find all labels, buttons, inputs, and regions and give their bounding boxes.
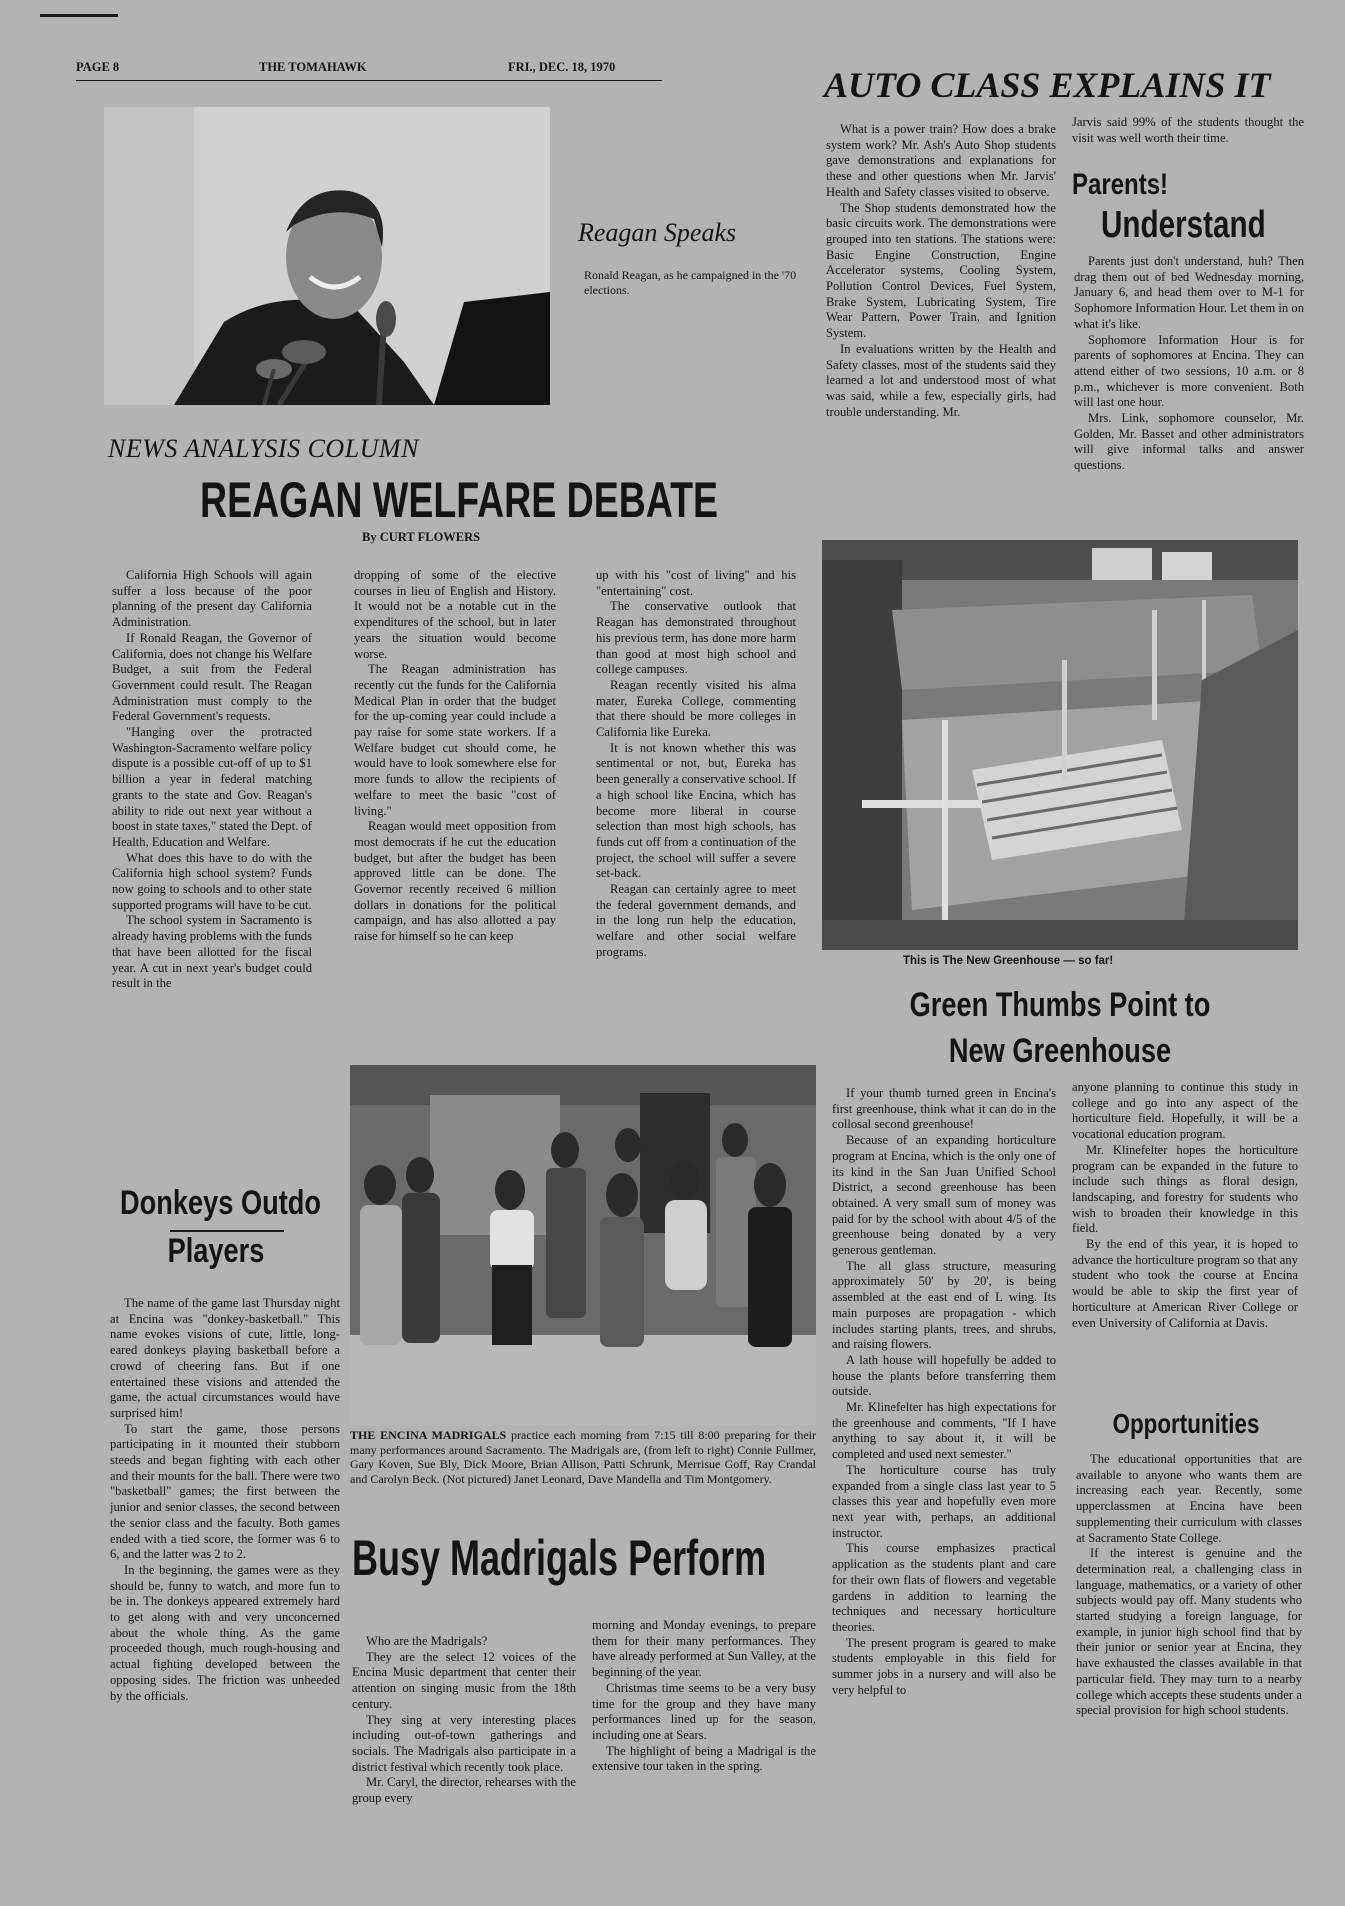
paragraph: To start the game, those persons participating in it mounted their stubborn steeds and began fighting with each other and their mounts for the ball. There were two "basketball" games; the first between the junior and senior classes, the second between the senior class and the faculty. Both games ended with a tied score, the former was 6 to 6, and the latter was 2 to 2. bbox=[110, 1421, 340, 1562]
greenhouse-headline-1: Green Thumbs Point to bbox=[909, 986, 1211, 1024]
paragraph: The conservative outlook that Reagan has demonstrated throughout his previous term, has done more harm than good at most high school and college campuses. bbox=[596, 599, 796, 677]
welfare-col-3 bbox=[596, 568, 796, 961]
paragraph: The Reagan administration has recently cut the funds for the California Medical Plan in order that the budget for the up-coming year could include a pay raise for some state workers. If a Welfare budget cut should come, he would have to look somewhere else for more funds to allow the recipients of welfare to meet the basic "cost of living." bbox=[354, 662, 556, 818]
paragraph: The present program is geared to make students employable in this field for summer jobs in a nursery and will also be very helpful to bbox=[832, 1635, 1056, 1697]
parents-headline-2: Understand bbox=[1101, 204, 1266, 246]
paragraph: Mr. Klinefelter hopes the horticulture program can be expanded in the future to include such things as floral design, landscaping, and forestry for students who wish to broaden their knowledge in this field. bbox=[1072, 1142, 1298, 1236]
welfare-col-2 bbox=[354, 568, 556, 945]
madrigals-col-2 bbox=[592, 1618, 816, 1775]
paragraph: Mr. Caryl, the director, rehearses with the group every bbox=[352, 1775, 576, 1806]
parents-body bbox=[1074, 254, 1304, 474]
paragraph: The horticulture course has truly expanded from a single class last year to 5 classes this year and hopefully even more next year with, perhaps, an additional instructor. bbox=[832, 1462, 1056, 1540]
reagan-photo-heading: Reagan Speaks bbox=[578, 218, 737, 247]
paragraph: Because of an expanding horticulture program at Encina, which is the only one of its kind in the San Juan Unified School District, a second greenhouse has been obtained. A very small sum of money was paid for by the school with about 4/5 of the greenhouse being donated by a very generous gentleman. bbox=[832, 1133, 1056, 1258]
paragraph: A lath house will hopefully be added to house the plants before transferring them outside. bbox=[832, 1352, 1056, 1399]
masthead bbox=[76, 58, 662, 81]
paragraph: If the interest is genuine and the determination real, a challenging class in language, mathematics, or a variety of other subjects would pay off. Many students who started studying a foreign language, for example, in junior high school find that by their junior or senior year at Encina, they have exhausted the classes available in that particular field. They may turn to a nearby college which accepts these students under a special provision for high school students. bbox=[1076, 1546, 1302, 1718]
paragraph: Mrs. Link, sophomore counselor, Mr. Golden, Mr. Basset and other administrators will give informal talks and answer questions. bbox=[1074, 411, 1304, 473]
greenhouse-headline-2: New Greenhouse bbox=[948, 1032, 1172, 1070]
paragraph: If your thumb turned green in Encina's first greenhouse, think what it can do in the collosal second greenhouse! bbox=[832, 1086, 1056, 1132]
paragraph: dropping of some of the elective courses in lieu of English and History. It would not be a notable cut in the expenditures of the school, but in later years the situation would become worse. bbox=[354, 568, 556, 661]
paragraph: Sophomore Information Hour is for parents of sophomores at Encina. They can attend either of two sessions, 10 a.m. or 8 p.m., whichever is more convenient. Both will last one hour. bbox=[1074, 332, 1304, 410]
auto-col-1 bbox=[826, 122, 1056, 420]
issue-date: FRI., DEC. 18, 1970 bbox=[508, 60, 616, 74]
paragraph: Reagan would meet opposition from most democrats if he cut the education budget, but after the budget has been approved little can be done. The Governor recently received 6 million dollars in donations for the political campaign, and has also allotted a pay raise for himself so he can keep bbox=[354, 819, 556, 944]
paragraph: The Shop students demonstrated how the basic circuits work. The demonstrations were grouped into ten stations. The stations were: Basic Engine Construction, Engine Accelerator systems, Cooling System, Pollution Control Devices, Fuel System, Brake System, Lubricating System, Tire Wear Pattern, Power Train, and Ignition System. bbox=[826, 200, 1056, 341]
paragraph: By the end of this year, it is hoped to advance the horticulture program so that any student who took the course at Encina would be able to skip the first year of horticulture at American River College or even University of California at Davis. bbox=[1072, 1237, 1298, 1330]
news-analysis-kicker: NEWS ANALYSIS COLUMN bbox=[108, 434, 419, 463]
corner-rule bbox=[40, 14, 118, 17]
welfare-headline: REAGAN WELFARE DEBATE bbox=[200, 472, 719, 528]
paragraph: The school system in Sacramento is already having problems with the funds that have been allotted for the fiscal year. A cut in next year's budget could result in the bbox=[112, 913, 312, 991]
paragraph: Mr. Klinefelter has high expectations for the greenhouse and comments, "If I have anything to say about it, it will be completed and used next semester." bbox=[832, 1400, 1056, 1462]
greenhouse-col-1 bbox=[832, 1086, 1056, 1698]
donkeys-headline-2: Players bbox=[167, 1232, 265, 1270]
paragraph: The name of the game last Thursday night at Encina was "donkey-basketball." This name evokes visions of cute, little, long-eared donkeys playing basketball before a crowd of cheering fans. But if one entertained these visions and attended the game, the actual circumstances would have surprised him! bbox=[110, 1296, 340, 1420]
paragraph: Reagan recently visited his alma mater, Eureka College, commenting that there should be more colleges in California like Eureka. bbox=[596, 677, 796, 740]
paragraph: Reagan can certainly agree to meet the federal government demands, and in the long run help the education, welfare and other social welfare programs. bbox=[596, 882, 796, 959]
paragraph: up with his "cost of living" and his "entertaining" cost. bbox=[596, 568, 796, 598]
reagan-photo bbox=[104, 107, 550, 405]
madrigals-caption-lead: THE ENCINA MADRIGALS bbox=[350, 1428, 507, 1442]
welfare-col-1 bbox=[112, 568, 312, 992]
parents-headline-1: Parents! bbox=[1072, 168, 1169, 201]
paragraph: It is not known whether this was sentimental or not, but, Eureka has been generally a conservative school. If a high school like Encina, which has become more liberal in course selection than most high schools, has funds cut off from a continuation of the project, the school will suffer a severe set-back. bbox=[596, 740, 797, 881]
madrigals-col-1 bbox=[352, 1634, 576, 1807]
paragraph: Christmas time seems to be a very busy time for the group and they have many performances lined up for the season, including one at Sears. bbox=[592, 1680, 816, 1742]
paragraph: "Hanging over the protracted Washington-Sacramento welfare policy dispute is a possible cut-off of up to $1 billion a year in federal matching grants to the state and Gov. Reagan's ability to ride out next year without a boost in state taxes," stated the Dept. of Health, Education and Welfare. bbox=[112, 725, 312, 849]
paragraph: The educational opportunities that are available to anyone who wants them are increasing each year. Recently, some upperclassmen at Encina have been supplementing their curriculum with classes at Sacramento State College. bbox=[1076, 1452, 1302, 1545]
paragraph: Jarvis said 99% of the students thought the visit was well worth their time. bbox=[1072, 115, 1304, 145]
opportunities-headline: Opportunities bbox=[1112, 1408, 1260, 1439]
greenhouse-photo-caption: This is The New Greenhouse — so far! bbox=[903, 955, 1114, 967]
paragraph: The highlight of being a Madrigal is the extensive tour taken in the spring. bbox=[592, 1743, 816, 1774]
paragraph: In evaluations written by the Health and Safety classes, most of the students said they learned a lot and understood most of what was said, while a few, especially girls, had trouble understanding. Mr. bbox=[826, 341, 1056, 419]
page-number: PAGE 8 bbox=[76, 60, 120, 74]
paragraph: morning and Monday evenings, to prepare them for their many performances. They have already performed at Sun Valley, at the beginning of the year. bbox=[592, 1618, 816, 1680]
paragraph: anyone planning to continue this study in college and go into any aspect of the horticulture field. Hopefully, it will be a vocational education program. bbox=[1072, 1080, 1298, 1142]
paper-name: THE TOMAHAWK bbox=[259, 60, 367, 74]
greenhouse-photo bbox=[822, 540, 1298, 950]
madrigals-caption-text: practice each morning from 7:15 till 8:00 preparing for their many performances around Sacramento. The Madrigals are, (from left to right) Connie Fullmer, Gary Koven, Sue Bly, Dick Moore, Brian Allison, Patti Schrunk, Merrisue Goff, Ray Crandal and Carolyn Beck. (Not pictured) Janet Leonard, Dave Mandella and Tim Montgomery. bbox=[350, 1428, 816, 1486]
madrigals-headline: Busy Madrigals Perform bbox=[352, 1530, 767, 1586]
madrigals-caption bbox=[350, 1428, 816, 1486]
paragraph: This course emphasizes practical application as the students plant and care for their own flats of flowers and vegetable gardens in addition to learning the techniques and necessary horticulture theories. bbox=[832, 1541, 1056, 1634]
paragraph: They sing at very interesting places including out-of-town gatherings and socials. The Madrigals also participate in a district festival which recently took place. bbox=[352, 1712, 576, 1774]
paragraph: Parents just don't understand, huh? Then drag them out of bed Wednesday morning, January 6, and head them over to M-1 for Sophomore Information Hour. Let them in on what it's like. bbox=[1074, 254, 1304, 331]
paragraph: What does this have to do with the California high school system? Funds now going to schools and to other state supported programs will have to be cut. bbox=[112, 850, 312, 912]
welfare-byline: By CURT FLOWERS bbox=[362, 530, 481, 544]
paragraph: They are the select 12 voices of the Encina Music department that center their attention on singing music from the 18th century. bbox=[352, 1649, 576, 1711]
auto-headline: AUTO CLASS EXPLAINS IT bbox=[824, 65, 1271, 105]
opportunities-body bbox=[1076, 1452, 1302, 1719]
paragraph: In the beginning, the games were as they should be, funny to watch, and more fun to be in. The donkeys appeared extremely hard to get along with and very unconcerned about the whole thing. As the game proceeded though, much rough-housing and actual fighting developed between the opposing sides. The friction was unheeded by the officials. bbox=[110, 1562, 340, 1703]
auto-col-2 bbox=[1072, 115, 1304, 146]
donkeys-body bbox=[110, 1296, 340, 1704]
paragraph: What is a power train? How does a brake system work? Mr. Ash's Auto Shop students gave demonstrations and explanations for these and other questions when Mr. Jarvis' Health and Safety classes visited to observe. bbox=[826, 122, 1056, 199]
reagan-photo-caption: Ronald Reagan, as he campaigned in the '70 elections. bbox=[584, 268, 797, 297]
paragraph: California High Schools will again suffer a loss because of the poor planning of the present day California Administration. bbox=[112, 568, 312, 630]
madrigals-photo bbox=[350, 1065, 816, 1425]
donkeys-headline-1: Donkeys Outdo bbox=[120, 1184, 321, 1222]
paragraph: The all glass structure, measuring approximately 50' by 20', is being assembled at the east end of L wing. Its main purposes are propagation - which includes starting plants, trees, and shrubs, and raising flowers. bbox=[832, 1258, 1056, 1352]
paragraph: If Ronald Reagan, the Governor of California, does not change his Welfare Budget, a suit from the Federal Government could result. The Reagan Administration must comply to the Federal Government's requests. bbox=[112, 630, 312, 724]
greenhouse-col-2 bbox=[1072, 1080, 1298, 1331]
paragraph: Who are the Madrigals? bbox=[366, 1634, 488, 1648]
